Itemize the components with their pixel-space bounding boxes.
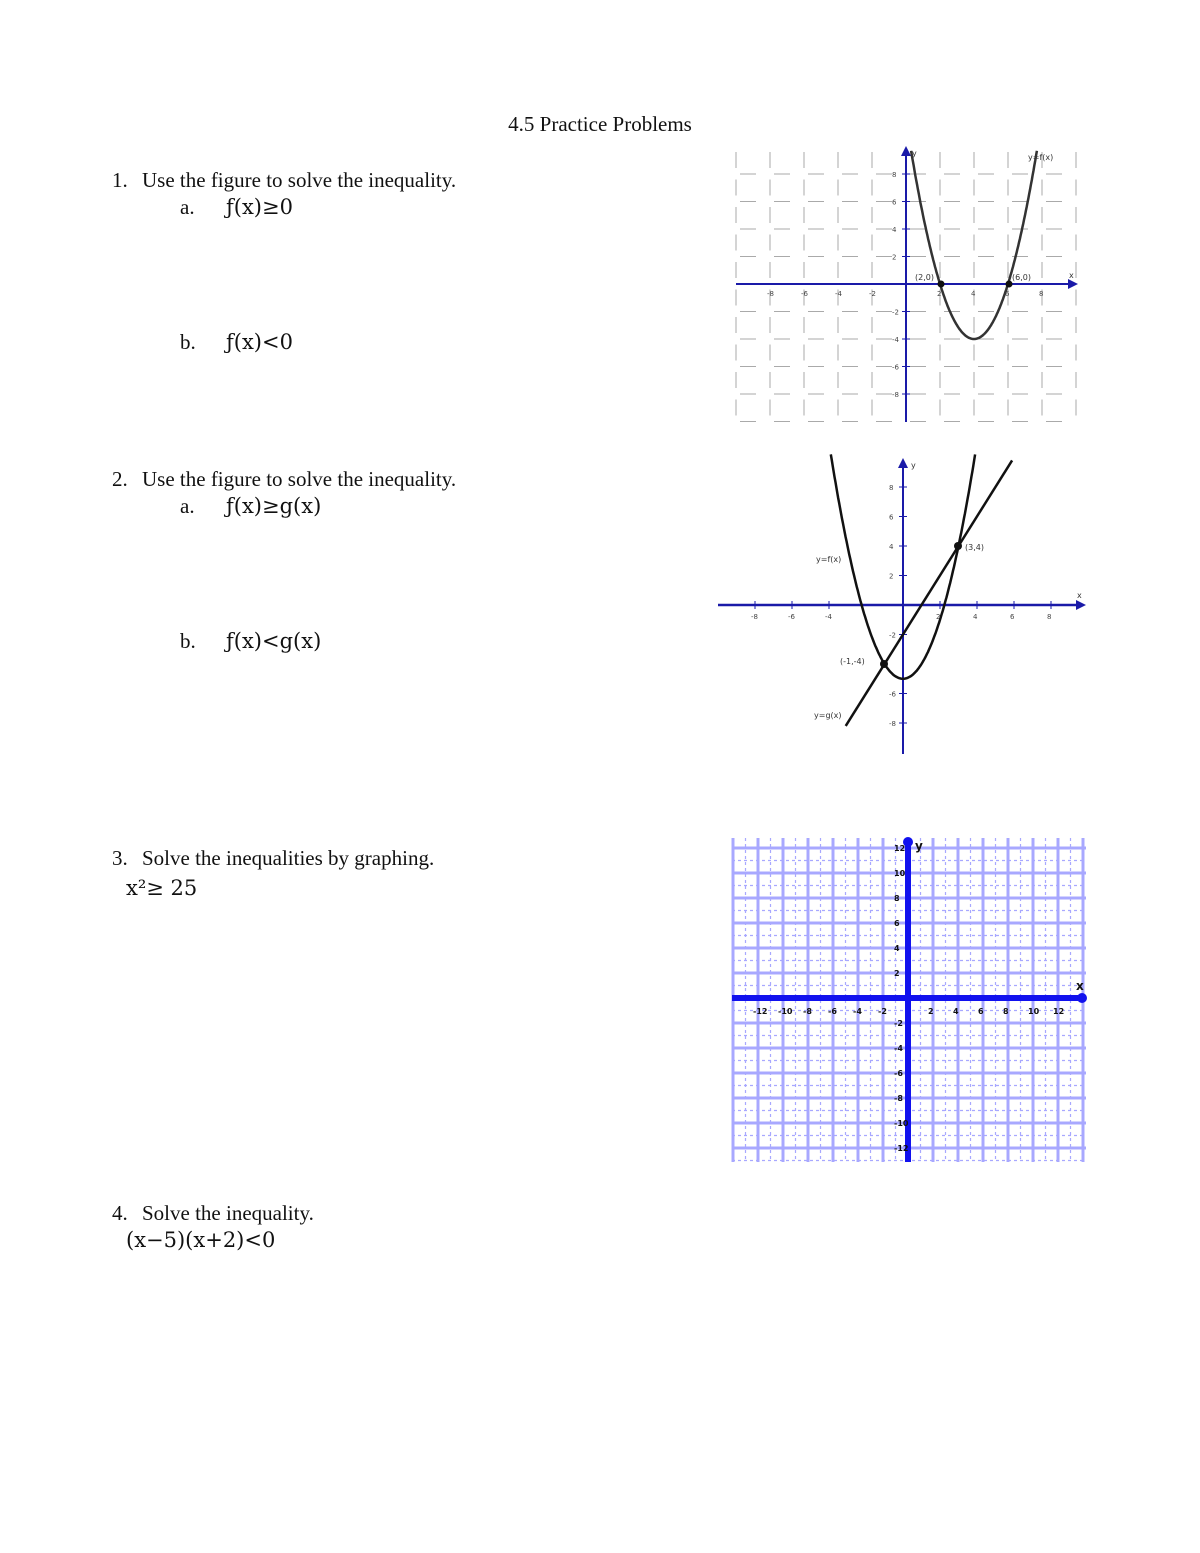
problem-1a	[180, 195, 293, 220]
graph-2-point-neg1-neg4	[880, 660, 888, 668]
graph-1-point-2-0	[938, 281, 945, 288]
y-tick-label: -6	[892, 363, 899, 372]
problem-2b-expression: ƒ(x)<g(x)	[226, 629, 322, 653]
problem-3	[112, 846, 434, 871]
x-tick-label: -4	[835, 290, 842, 298]
problem-1a-label: a.	[180, 195, 195, 219]
problem-1a-expression: ƒ(x)≥0	[226, 195, 293, 219]
graph-1-y-axis-label: y	[912, 149, 917, 158]
x-tick-label: 2	[937, 290, 942, 298]
x-tick-label: -8	[751, 613, 758, 621]
graph-2-y-axis-label: y	[911, 461, 916, 470]
x-tick-label: -4	[825, 613, 832, 621]
page-title: 4.5 Practice Problems	[508, 112, 692, 136]
x-tick-label: -6	[788, 613, 795, 621]
x-tick-label: -4	[853, 1007, 862, 1016]
problem-4	[112, 1201, 314, 1226]
y-tick-label: -2	[892, 308, 899, 317]
y-tick-label: -12	[894, 1144, 909, 1153]
problem-3-prompt: Solve the inequalities by graphing.	[142, 846, 435, 870]
problem-2	[112, 467, 456, 492]
graph-2-point-3-4	[954, 542, 962, 550]
graph-1-y-arrow	[901, 146, 911, 156]
x-tick-label: 4	[971, 290, 976, 298]
graph-2-x-arrow	[1076, 600, 1086, 610]
graph-2-point-label-neg1-neg4: (-1,-4)	[840, 657, 865, 666]
graph-2-g-label: y=g(x)	[814, 711, 842, 720]
x-tick-label: 4	[953, 1007, 959, 1016]
x-tick-label: -2	[869, 290, 876, 298]
x-tick-label: -8	[767, 290, 774, 298]
x-tick-label: -2	[878, 1007, 887, 1016]
y-tick-label: -2	[894, 1019, 903, 1028]
graph-3-y-axis-label: y	[915, 839, 923, 853]
y-tick-label: 8	[894, 894, 900, 903]
y-tick-label: 8	[892, 171, 897, 179]
problem-2a-expression: ƒ(x)≥g(x)	[226, 494, 322, 518]
graph-2-point-label-3-4: (3,4)	[965, 543, 984, 552]
y-tick-label: -4	[894, 1044, 903, 1053]
graph-2-x-axis-label: x	[1077, 591, 1082, 600]
problem-2a-label: a.	[180, 494, 195, 518]
graph-1-point-label-2-0: (2,0)	[915, 273, 934, 282]
problem-2a	[180, 494, 321, 519]
y-tick-label: 4	[892, 226, 897, 234]
y-tick-label: 2	[894, 969, 900, 978]
graph-2-f-label: y=f(x)	[816, 555, 842, 564]
y-tick-label: -8	[889, 720, 896, 728]
graph-1-x-axis-label: x	[1069, 271, 1074, 280]
x-tick-label: 12	[1053, 1007, 1065, 1016]
x-tick-label: 6	[1005, 290, 1010, 298]
problem-1b-label: b.	[180, 330, 196, 354]
y-tick-label: -4	[892, 336, 899, 344]
problem-1-prompt: Use the figure to solve the inequality.	[142, 168, 457, 192]
y-tick-label: 8	[889, 484, 894, 492]
y-tick-label: 2	[889, 572, 894, 581]
x-tick-label: -6	[828, 1007, 837, 1016]
x-tick-label: 10	[1028, 1007, 1040, 1016]
x-tick-label: 8	[1047, 613, 1052, 621]
y-tick-label: 4	[894, 944, 900, 953]
x-tick-label: 2	[928, 1007, 934, 1016]
x-tick-label: 4	[973, 613, 978, 621]
y-tick-label: 10	[894, 869, 906, 878]
x-tick-label: 6	[978, 1007, 984, 1016]
problem-1	[112, 168, 456, 193]
x-tick-label: -10	[778, 1007, 793, 1016]
problem-2b-label: b.	[180, 629, 196, 653]
y-tick-label: -8	[892, 391, 899, 399]
graph-2-y-arrow	[898, 458, 908, 468]
problem-1b	[180, 330, 293, 355]
problem-3-number: 3.	[112, 846, 128, 870]
problem-2b	[180, 629, 321, 654]
graph-3	[728, 834, 1090, 1166]
problem-4-expression-row	[126, 1228, 275, 1253]
x-tick-label: 8	[1039, 290, 1044, 298]
problem-4-prompt: Solve the inequality.	[142, 1201, 314, 1225]
y-tick-label: 6	[892, 198, 897, 207]
x-tick-label: -6	[801, 290, 808, 298]
x-tick-label: 8	[1003, 1007, 1009, 1016]
graph-2-line-g	[846, 460, 1012, 726]
y-tick-label: 4	[889, 543, 894, 551]
problem-1b-expression: ƒ(x)<0	[226, 330, 293, 354]
graph-1-point-label-6-0: (6,0)	[1012, 273, 1031, 282]
x-tick-label: 6	[1010, 613, 1015, 621]
graph-1-curve-label: y=f(x)	[1028, 153, 1054, 162]
graph-2	[716, 452, 1088, 756]
problem-2-prompt: Use the figure to solve the inequality.	[142, 467, 457, 491]
graph-1-x-arrow	[1068, 279, 1078, 289]
problem-4-number: 4.	[112, 1201, 128, 1225]
x-tick-label: -12	[753, 1007, 768, 1016]
problem-1-number: 1.	[112, 168, 128, 192]
y-tick-label: -8	[894, 1094, 903, 1103]
graph-3-x-axis-label: x	[1076, 979, 1084, 993]
x-tick-label: -8	[803, 1007, 812, 1016]
x-tick-label: 2	[936, 613, 941, 621]
y-tick-label: 2	[892, 253, 897, 262]
y-tick-label: -10	[894, 1119, 909, 1128]
y-tick-label: -6	[889, 690, 896, 699]
graph-3-x-arrow	[1077, 993, 1087, 1003]
problem-3-expression: x²≥ 25	[126, 876, 198, 900]
y-tick-label: 6	[889, 513, 894, 522]
y-tick-label: 6	[894, 919, 900, 928]
y-tick-label: -6	[894, 1069, 903, 1078]
graph-1	[732, 142, 1082, 424]
y-tick-label: -2	[889, 631, 896, 640]
y-tick-label: 12	[894, 844, 906, 853]
problem-3-expression-row	[126, 876, 197, 901]
problem-2-number: 2.	[112, 467, 128, 491]
problem-4-expression: (x−5)(x+2)<0	[126, 1228, 276, 1252]
